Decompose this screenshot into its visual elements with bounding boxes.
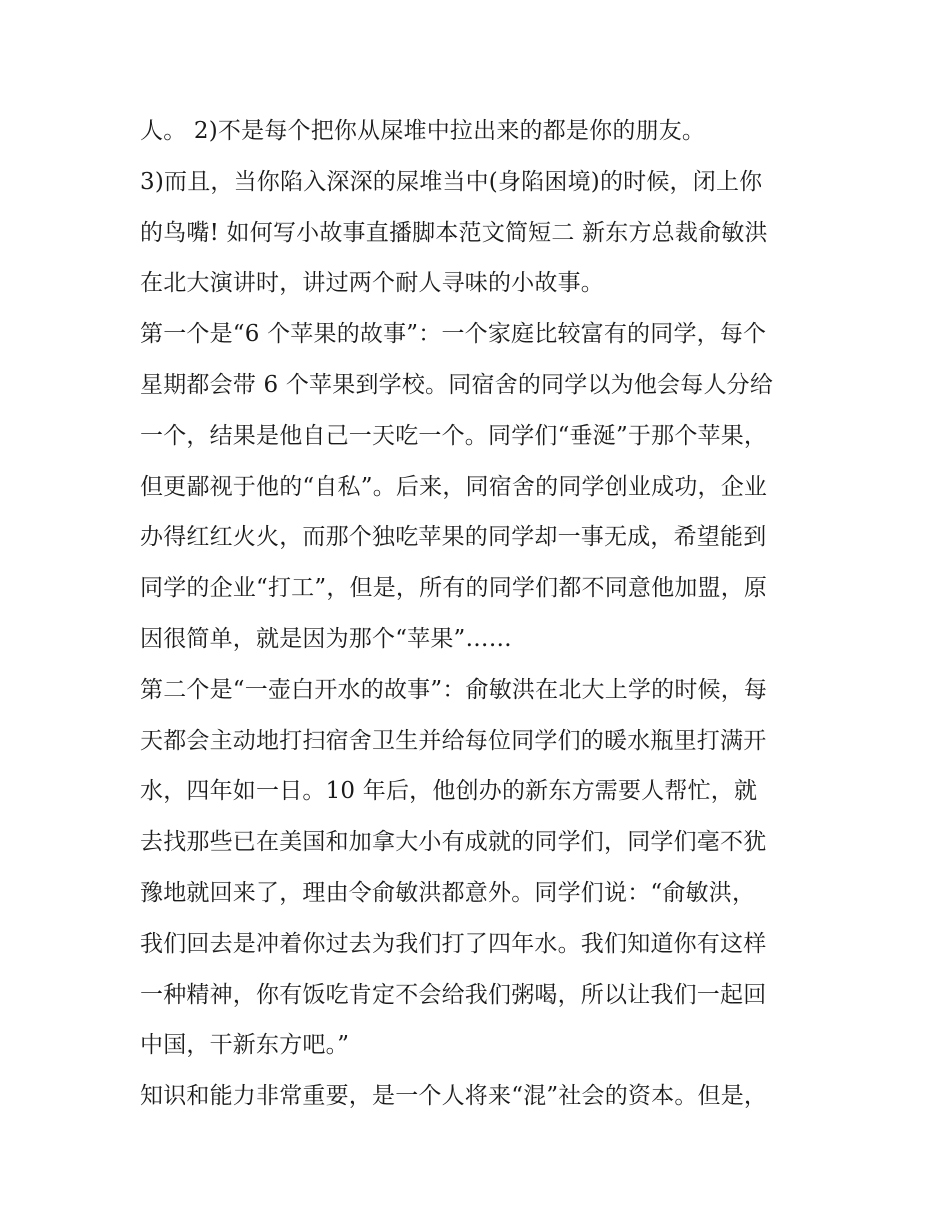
text-line: 办得红红火火，而那个独吃苹果的同学却一事无成，希望能到 [140,524,767,551]
text-line: 知识和能力非常重要，是一个人将来“混”社会的资本。但是， [140,1083,768,1110]
text-line: 人。 2)不是每个把你从屎堆中拉出来的都是你的朋友。 [140,118,706,144]
text-line: 一个，结果是他自己一天吃一个。同学们“垂涎”于那个苹果， [140,422,768,449]
document-body [140,106,812,1122]
text-line: 我们回去是冲着你过去为我们打了四年水。我们知道你有这样 [140,930,767,957]
text-line: 3)而且，当你陷入深深的屎堆当中(身陷困境)的时候，闭上你 [140,168,763,195]
text-line: 因很简单，就是因为那个“苹果”…… [140,625,512,652]
text-line: 第一个是“6 个苹果的故事”：一个家庭比较富有的同学，每个 [140,321,767,348]
text-line: 星期都会带 6 个苹果到学校。同宿舍的同学以为他会每人分给 [140,371,774,398]
text-line: 水，四年如一日。10 年后，他创办的新东方需要人帮忙，就 [140,778,758,805]
text-line: 的鸟嘴! 如何写小故事直播脚本范文简短二 新东方总裁俞敏洪 [140,219,768,246]
text-line: 但更鄙视于他的“自私”。后来，同宿舍的同学创业成功，企业 [140,473,768,500]
text-line: 一种精神，你有饭吃肯定不会给我们粥喝，所以让我们一起回 [140,981,767,1008]
text-line: 同学的企业“打工”，但是，所有的同学们都不同意他加盟，原 [140,575,768,602]
text-line: 天都会主动地打扫宿舍卫生并给每位同学们的暖水瓶里打满开 [140,727,767,754]
text-line: 中国，干新东方吧。” [140,1032,350,1059]
text-line: 去找那些已在美国和加拿大小有成就的同学们，同学们毫不犹 [140,829,767,856]
text-line: 第二个是“一壶白开水的故事”：俞敏洪在北大上学的时候，每 [140,676,768,703]
text-line: 豫地就回来了，理由令俞敏洪都意外。同学们说：“俞敏洪， [140,879,756,906]
text-line: 在北大演讲时，讲过两个耐人寻味的小故事。 [140,270,604,297]
